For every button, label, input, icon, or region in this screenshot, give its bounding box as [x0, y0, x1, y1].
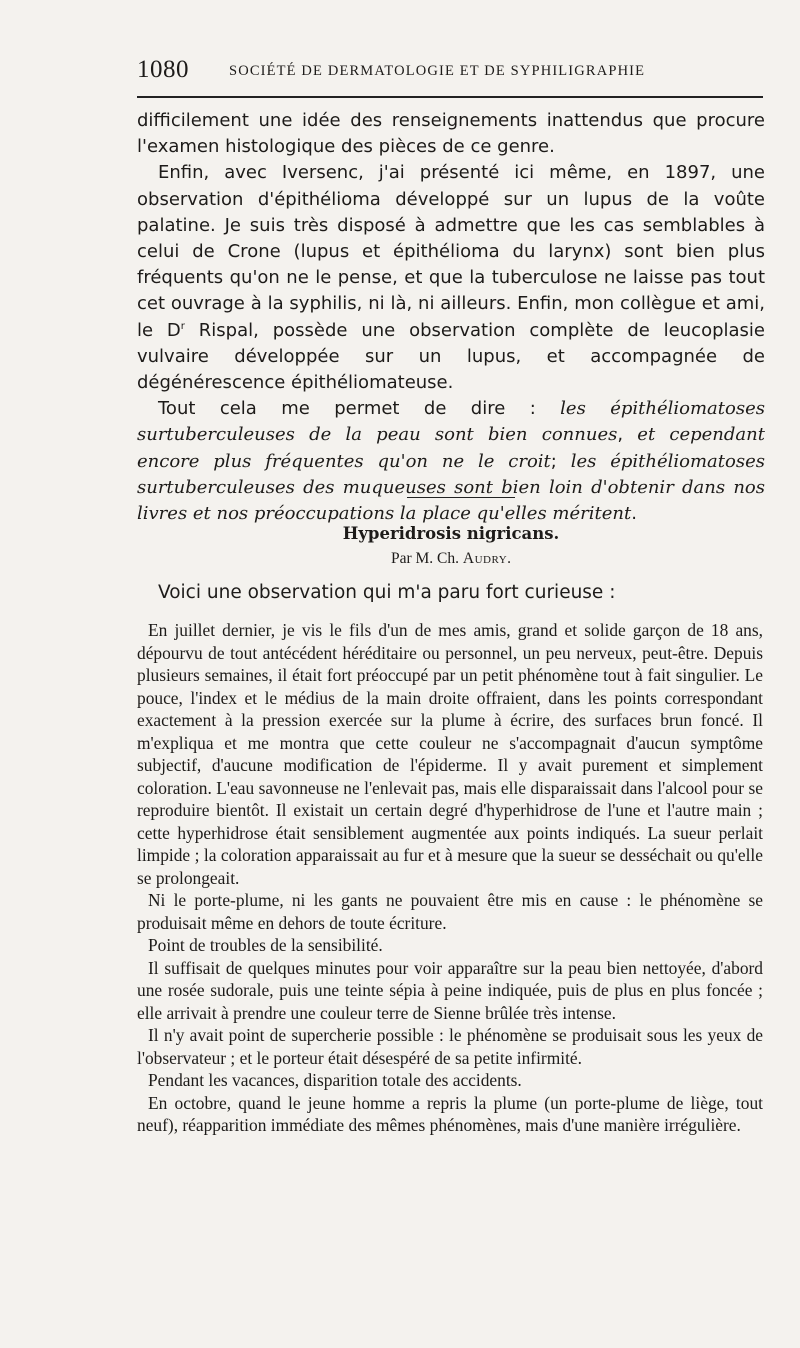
byline-prefix: Par M. Ch. — [390, 550, 463, 567]
article-title: Hyperidrosis nigricans. — [342, 524, 560, 543]
paragraph: En octobre, quand le jeune homme a repris la plume (un porte-plume de liège, tout neuf), réapparition immédiate des mêmes phénomènes, mais d'une manière irrégulière. — [137, 1092, 763, 1135]
byline-suffix: . — [507, 550, 512, 567]
article-body — [137, 619, 763, 1137]
text-run: , — [617, 424, 638, 446]
paragraph: En juillet dernier, je vis le fils d'un de mes amis, grand et solide garçon de 18 ans, dépourvu de tout antécédent héréditaire ou personnel, un peu nerveux, peut-être. Depuis plusieurs semaines, il était fort préoccupé par un petit phénomène tout à fait singulier. Le pouce, l'index et le médius de la main droite offraient, dans les points correspondant exactement à la pression exercée sur la plume à écrire, des surfaces brun foncé. Il m'expliqua et me montra que cette couleur ne s'accompagnait d'aucun symptôme subjectif, d'aucune modification de l'épiderme. Il y avait purement et simplement coloration. L'eau savonneuse ne l'enlevait pas, mais elle disparaissait dans l'alcool pour se reproduire bientôt. Il existait un certain degré d'hyperhidrose de l'une et l'autre main ; cette hyperhidrose était sensiblement augmentée aux points indiqués. La sueur perlait limpide ; la coloration apparaissait au fur et à mesure que la sueur se desséchait ou qu'elle se prolongeait. — [137, 620, 763, 888]
text-run: Enfin, avec Iversenc, j'ai présenté ici même, en 1897, une observation d'épithélioma développé sur un lupus de la voûte palatine. Je suis très disposé à admettre que les cas semblables à celui de Crone (lupus et épithélioma du larynx) sont bien plus fréquents qu'on ne le pense, et que la tuberculose ne laisse pas tout cet ouvrage à la syphilis, ni là, ni ailleurs. Enfin, mon collègue et ami, le D — [137, 162, 765, 341]
text-run: Rispal, possède une observation complète de leucoplasie vulvaire développée sur un lupus, et accompagnée de dégénérescence épithéliomateuse. — [137, 319, 765, 394]
text-run: ; — [550, 450, 571, 472]
previous-article-conclusion — [137, 108, 765, 527]
author-name: Audry — [462, 550, 508, 567]
text-run: Tout cela me permet de dire : — [158, 398, 561, 420]
italic-run: et cependant encore plus fréquentes qu'on ne le croit — [137, 424, 765, 472]
italic-run: les épithéliomatoses surtuberculeuses de la peau sont bien connues — [137, 398, 765, 446]
paragraph: Point de troubles de la sensibilité. — [148, 935, 383, 955]
header-rule — [137, 96, 763, 98]
italic-run: les épithéliomatoses surtuberculeuses des muqueuses sont bien loin d'obtenir dans nos livres et nos préoccupations la place qu'elles méritent — [137, 450, 765, 525]
article-byline — [137, 550, 765, 568]
text-run: . — [631, 503, 637, 525]
paragraph: Pendant les vacances, disparition totale des accidents. — [148, 1070, 522, 1090]
paragraph: Il suffisait de quelques minutes pour voir apparaître sur la peau bien nettoyée, d'abord une rosée sudorale, puis une teinte sépia à peine indiquée, puis de plus en plus foncée ; elle arrivait à prendre une couleur terre de Sienne brûlée très intense. — [137, 957, 763, 1023]
paragraph — [137, 396, 765, 527]
running-title: SOCIÉTÉ DE DERMATOLOGIE ET DE SYPHILIGRAPHIE — [229, 63, 646, 79]
paragraph — [137, 160, 765, 396]
page-header — [137, 54, 763, 88]
paragraph: Ni le porte-plume, ni les gants ne pouvaient être mis en cause : le phénomène se produisait même en dehors de toute écriture. — [137, 890, 763, 933]
paragraph: difficilement une idée des renseignements inattendus que procure l'examen histologique des pièces de ce genre. — [137, 110, 765, 158]
superscript: r — [180, 320, 185, 332]
article-lead: Voici une observation qui m'a paru fort curieuse : — [158, 582, 616, 603]
page-number: 1080 — [137, 56, 189, 83]
paragraph: Il n'y avait point de supercherie possible : le phénomène se produisait sous les yeux de l'observateur ; et le porteur était désespéré de sa petite infirmité. — [137, 1025, 763, 1068]
section-divider — [407, 497, 515, 498]
